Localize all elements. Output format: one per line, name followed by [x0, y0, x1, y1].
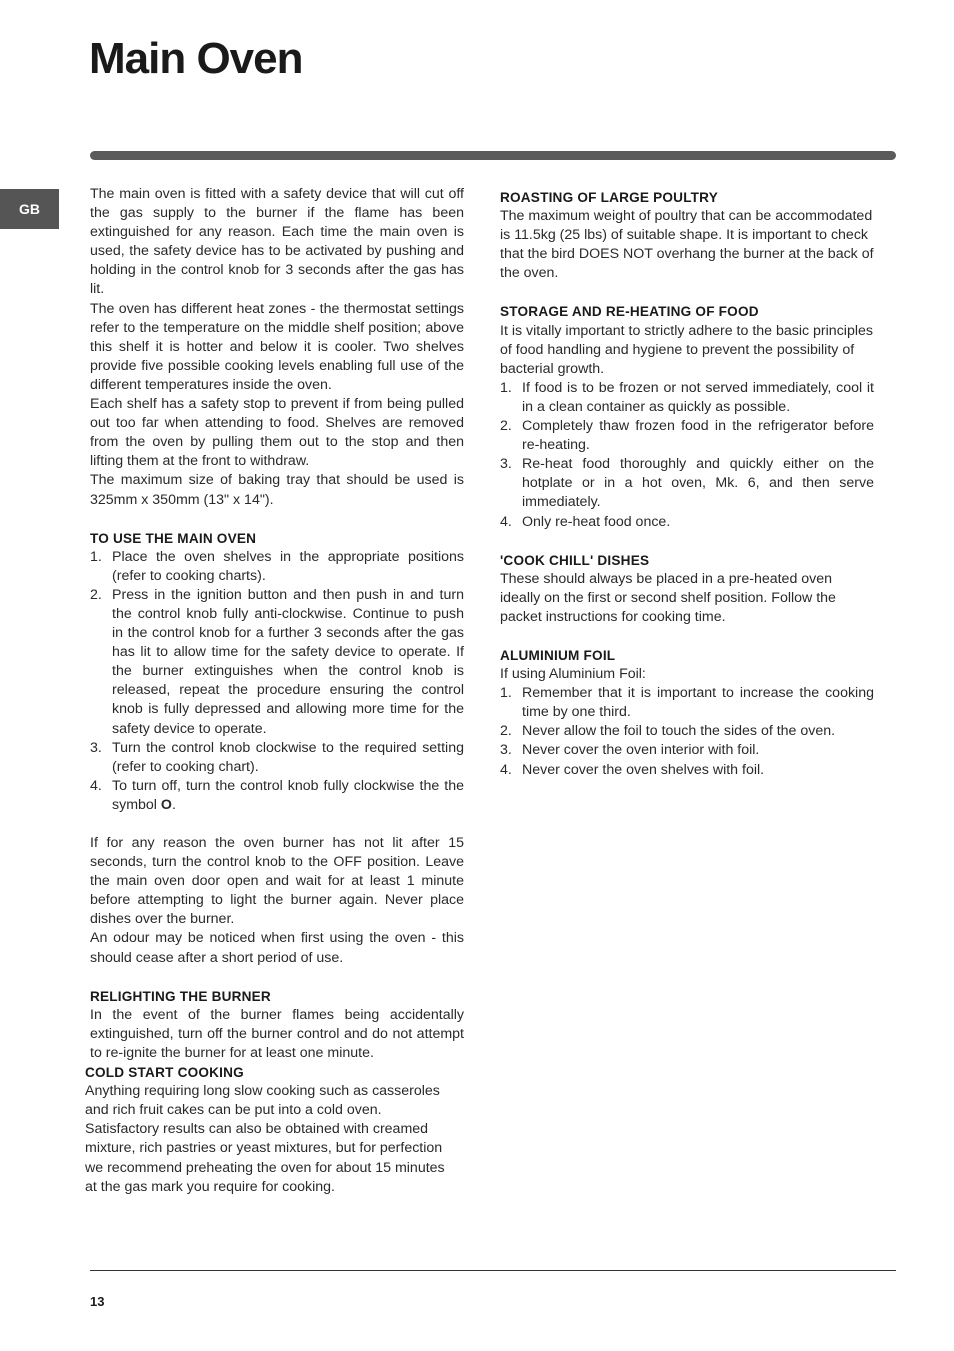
step-number: 3.: [500, 456, 512, 473]
foil-intro: If using Aluminium Foil:: [500, 666, 646, 683]
left-column: [85, 185, 464, 1197]
foil-steps: [500, 684, 874, 779]
relight-paragraph: In the event of the burner flames being accidentally extinguished, turn off the burner control and do not attempt to re-ignite the burner for at least one minute.: [90, 1006, 464, 1061]
step-number: 4.: [500, 761, 512, 778]
list-item: [500, 741, 874, 760]
step-text: Turn the control knob clockwise to the required setting (refer to cooking chart).: [112, 739, 464, 775]
safety-paragraph: If for any reason the oven burner has not lit after 15 seconds, turn the control knob to the OFF position. Leave the main oven door open and wait for at least 1 minute before attempting to light the burner again. Never place dishes over the burner.: [90, 835, 464, 928]
intro-paragraph-4: The maximum size of baking tray that should be used is 325mm x 350mm (13" x 14").: [90, 472, 464, 508]
step-number: 4.: [90, 777, 102, 794]
list-item: [90, 548, 464, 586]
list-item: [500, 379, 874, 417]
list-item: [500, 513, 874, 532]
page-number: 13: [90, 1294, 105, 1309]
cook-chill-heading: 'COOK CHILL' DISHES: [500, 552, 650, 568]
step-text: Re-heat food thoroughly and quickly either on the hotplate or in a hot oven, Mk. 6, and then serve immediately.: [522, 456, 874, 511]
use-oven-heading: TO USE THE MAIN OVEN: [90, 530, 257, 546]
step-number: 1.: [500, 685, 512, 702]
step-text: Never allow the foil to touch the sides of the oven.: [522, 723, 836, 740]
storage-heading: STORAGE AND RE-HEATING OF FOOD: [500, 304, 759, 320]
poultry-paragraph: The maximum weight of poultry that can be accommodated is 11.5kg (25 lbs) of suitable shape. It is important to check that the bird DOES NOT overhang the burner at the back of the oven.: [500, 208, 874, 282]
intro-paragraph-2: The oven has different heat zones - the thermostat settings refer to the temperature on the middle shelf position; above this shelf it is hotter and below it is cooler. Two shelves provide five possible cooking levels enabling full use of the different temperatures inside the oven.: [90, 300, 464, 393]
list-item: [90, 586, 464, 739]
title-divider-bar: [90, 151, 896, 160]
foil-heading: ALUMINIUM FOIL: [500, 647, 616, 663]
step-text: To turn off, turn the control knob fully clockwise the the symbol: [112, 777, 464, 813]
storage-steps: [500, 379, 874, 532]
step-text: Place the oven shelves in the appropriate positions (refer to cooking charts).: [112, 548, 464, 584]
step-text: Press in the ignition button and then push in and turn the control knob fully anti-clockwise. Continue to push in the control knob for a further 3 seconds after the gas has lit to allow time for the safety device to operate. If the burner extinguishes when the control knob is released, repeat the procedure ensuring the control knob is fully depressed and allowing more time for the safety device to operate.: [112, 586, 464, 737]
step-number: 3.: [90, 739, 102, 756]
language-tab: GB: [0, 189, 59, 229]
step-number: 4.: [500, 513, 512, 530]
relight-heading: RELIGHTING THE BURNER: [90, 988, 271, 1004]
list-item: [90, 777, 464, 815]
right-column: [500, 188, 874, 780]
list-item: [500, 684, 874, 722]
storage-paragraph: It is vitally important to strictly adhere to the basic principles of food handling and hygiene to prevent the possibility of bacterial growth.: [500, 322, 873, 377]
list-item: [90, 739, 464, 777]
list-item: [500, 722, 874, 741]
step-text: Only re-heat food once.: [522, 513, 671, 530]
poultry-heading: ROASTING OF LARGE POULTRY: [500, 190, 718, 205]
odour-paragraph: An odour may be noticed when first using the oven - this should cease after a short period of use.: [90, 930, 464, 966]
step-text: If food is to be frozen or not served immediately, cool it in a clean container as quickly as possible.: [522, 379, 874, 415]
use-oven-steps: [90, 548, 464, 815]
cook-chill-paragraph: These should always be placed in a pre-heated oven ideally on the first or second shelf position. Follow the packet instructions for cooking time.: [500, 570, 836, 625]
step-number: 2.: [500, 723, 512, 740]
list-item: [500, 417, 874, 455]
page-title: Main Oven: [89, 34, 303, 83]
step-number: 2.: [90, 586, 102, 603]
step-number: 3.: [500, 742, 512, 759]
step-number: 2.: [500, 418, 512, 435]
cold-start-paragraph: Anything requiring long slow cooking such as casseroles and rich fruit cakes can be put into a cold oven. Satisfactory results can also be obtained with creamed mixture, rich pastries or yeast mixtures, but for perfection we recommend preheating the oven for about 15 minutes at the gas mark you require for cooking.: [85, 1083, 445, 1195]
list-item: [500, 761, 874, 780]
cold-start-section: [85, 1063, 452, 1197]
intro-paragraph-3: Each shelf has a safety stop to prevent if from being pulled out too far when attending to food. Shelves are removed from the oven by pulling them out to the stop and then lifting them at the front to withdraw.: [90, 396, 464, 470]
step-number: 1.: [90, 548, 102, 565]
step-text: Completely thaw frozen food in the refrigerator before re-heating.: [522, 418, 874, 454]
footer-divider: [90, 1270, 896, 1271]
step-number: 1.: [500, 379, 512, 396]
step-text: Never cover the oven interior with foil.: [522, 742, 760, 759]
step-text-end: .: [171, 796, 176, 813]
off-symbol: O: [160, 796, 172, 813]
step-text: Never cover the oven shelves with foil.: [522, 761, 765, 778]
list-item: [500, 455, 874, 512]
intro-paragraph-1: The main oven is fitted with a safety device that will cut off the gas supply to the burner if the flame has been extinguished for any reason. Each time the main oven is used, the safety device has to be activated by pushing and holding in the control knob for 3 seconds after the gas has lit.: [90, 186, 464, 298]
step-text: Remember that it is important to increase the cooking time by one third.: [522, 685, 874, 721]
cold-start-heading: COLD START COOKING: [85, 1065, 244, 1081]
